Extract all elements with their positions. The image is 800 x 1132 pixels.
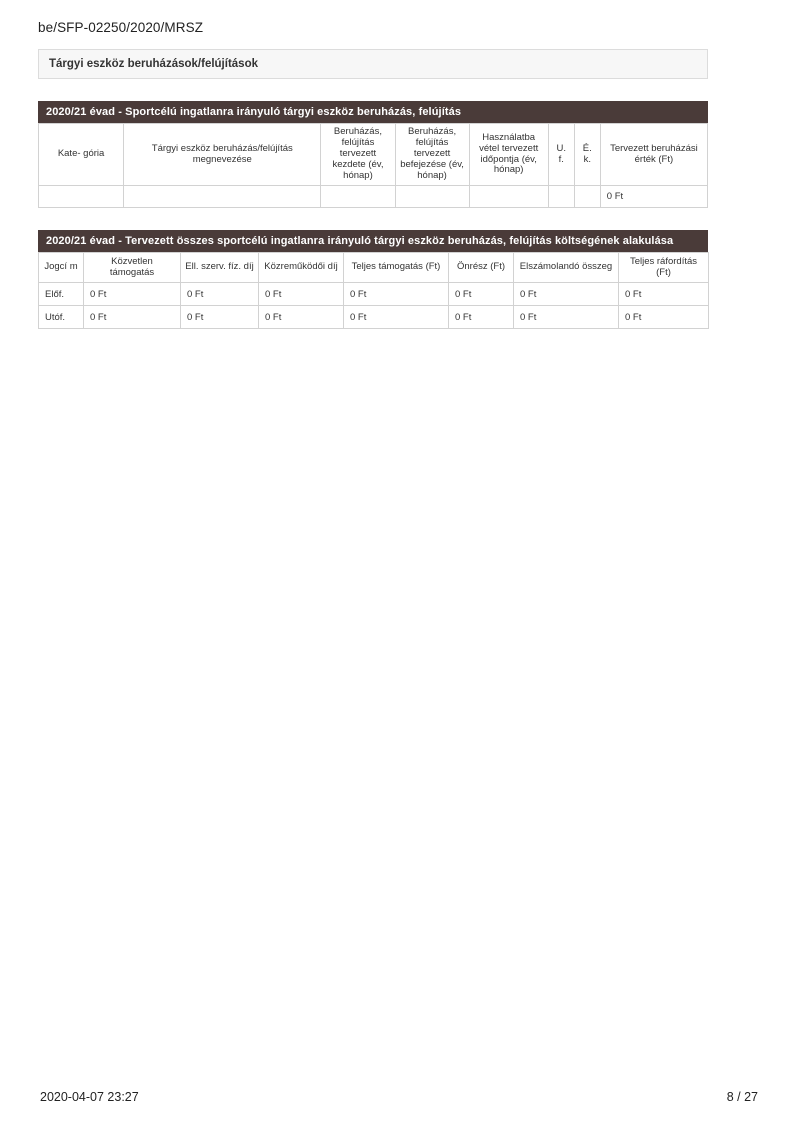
table2-header-row [39,253,709,283]
table2 [38,252,709,329]
page-footer [0,1070,800,1132]
table2-r1-kozremukodoi-dij: 0 Ft [259,306,344,329]
table-row [39,306,709,329]
table1-cell-ek [574,186,600,208]
table2-r0-elszamolando-osszeg: 0 Ft [514,283,619,306]
footer-page-number: 8 / 27 [726,1090,758,1104]
investment-panel [38,49,708,79]
table1-col-kategoria: Kate- gória [39,124,124,186]
table2-block [38,230,708,329]
table2-r1-teljes-tamogatas: 0 Ft [344,306,449,329]
table2-col-kozremukodoi-dij: Közreműködői díj [259,253,344,283]
footer-timestamp: 2020-04-07 23:27 [40,1090,139,1104]
table2-col-kozvetlen-tamogatas: Közvetlen támogatás [84,253,181,283]
table2-bar-title: 2020/21 évad - Tervezett összes sportcélú ingatlanra irányuló tárgyi eszköz beruházás, felújítás költségének alakulása [38,230,708,252]
table2-r0-onresz: 0 Ft [449,283,514,306]
panel-title: Tárgyi eszköz beruházások/felújítások [49,58,258,70]
table1-col-befejezese: Beruházás, felújítás tervezett befejezése (év, hónap) [395,124,469,186]
table1-col-ertek: Tervezett beruházási érték (Ft) [600,124,707,186]
table1-col-ek: É. k. [574,124,600,186]
table2-r0-ell-szerv-fiz-dij: 0 Ft [181,283,259,306]
table1-col-uf: U. f. [548,124,574,186]
table1-col-megnevezes: Tárgyi eszköz beruházás/felújítás megnevezése [124,124,321,186]
table2-col-elszamolando-osszeg: Elszámolandó összeg [514,253,619,283]
table1-cell-ertek: 0 Ft [600,186,707,208]
table-row [39,283,709,306]
table2-r0-kozvetlen-tamogatas: 0 Ft [84,283,181,306]
table2-r0-teljes-raforditas: 0 Ft [619,283,709,306]
table2-col-ell-szerv-fiz-dij: Ell. szerv. fíz. díj [181,253,259,283]
table2-r1-onresz: 0 Ft [449,306,514,329]
table2-r1-elszamolando-osszeg: 0 Ft [514,306,619,329]
document-content [38,49,708,329]
table2-r0-kozremukodoi-dij: 0 Ft [259,283,344,306]
table1-cell-kategoria [39,186,124,208]
table1-block [38,101,708,208]
table2-r1-ell-szerv-fiz-dij: 0 Ft [181,306,259,329]
table1-bar-title: 2020/21 évad - Sportcélú ingatlanra irányuló tárgyi eszköz beruházás, felújítás [38,101,708,123]
document-header-id: be/SFP-02250/2020/MRSZ [38,20,204,35]
table1-cell-hasznalatbavetel [469,186,548,208]
table2-r1-teljes-raforditas: 0 Ft [619,306,709,329]
table1-col-hasznalatbavetel: Használatba vétel tervezett időpontja (év, hónap) [469,124,548,186]
table2-col-onresz: Önrész (Ft) [449,253,514,283]
table2-r0-teljes-tamogatas: 0 Ft [344,283,449,306]
table2-r1-jogcim: Utóf. [39,306,84,329]
table1-cell-megnevezes [124,186,321,208]
table2-col-teljes-tamogatas: Teljes támogatás (Ft) [344,253,449,283]
table2-r1-kozvetlen-tamogatas: 0 Ft [84,306,181,329]
table2-col-jogcim: Jogcí m [39,253,84,283]
table2-col-teljes-raforditas: Teljes ráfordítás (Ft) [619,253,709,283]
table1-header-row [39,124,708,186]
table1-cell-uf [548,186,574,208]
table1 [38,123,708,208]
table-row [39,186,708,208]
table1-cell-kezdete [321,186,395,208]
table1-col-kezdete: Beruházás, felújítás tervezett kezdete (év, hónap) [321,124,395,186]
table2-r0-jogcim: Előf. [39,283,84,306]
table1-cell-befejezese [395,186,469,208]
